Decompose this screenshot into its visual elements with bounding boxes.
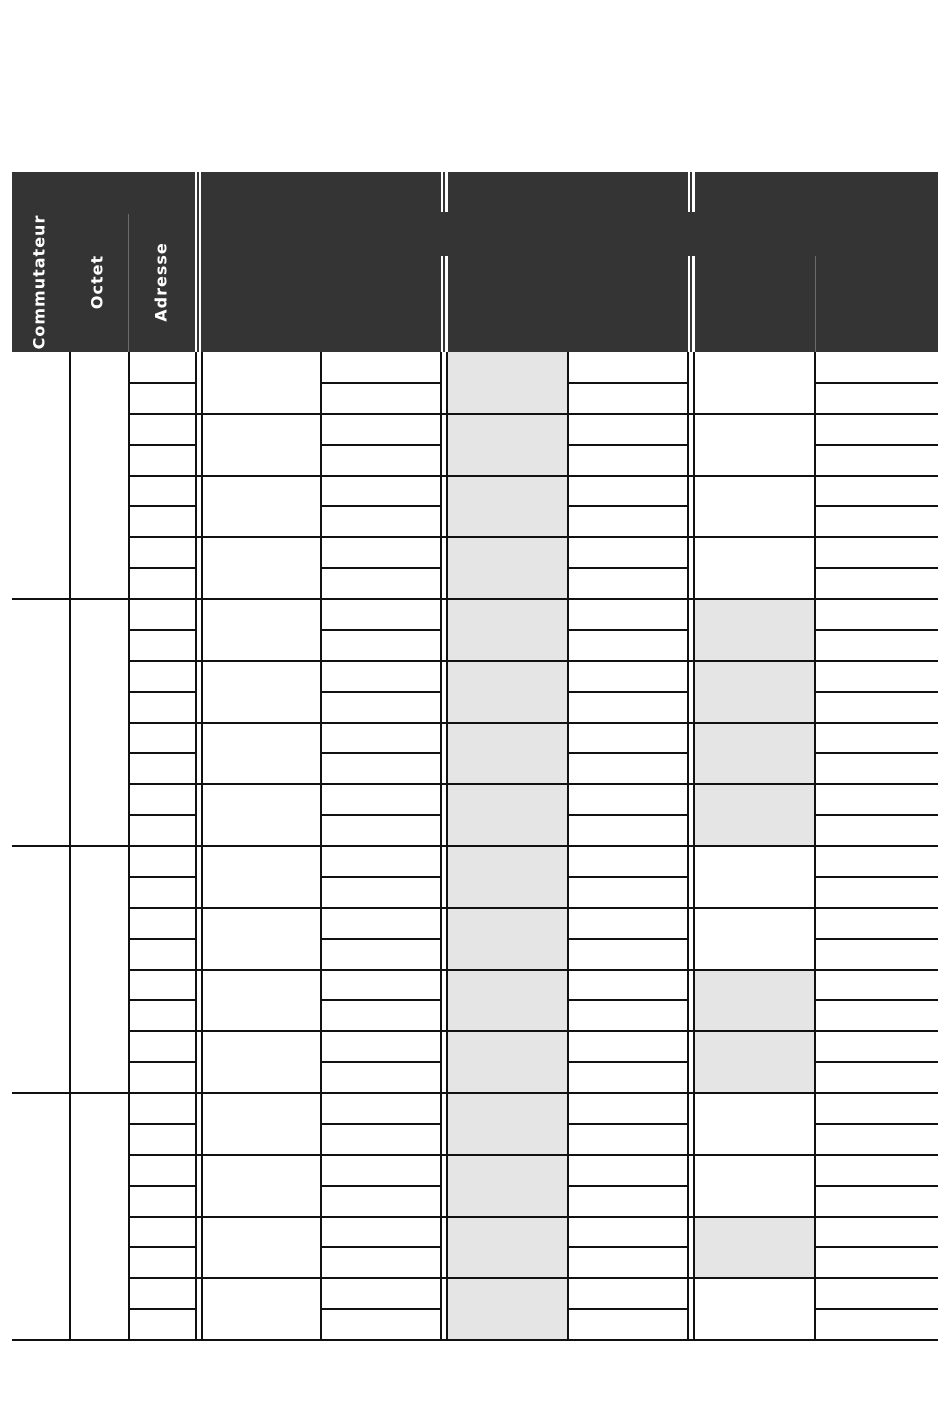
line-rule (321, 1123, 441, 1125)
column-rule (69, 352, 71, 1340)
header-divider-octet (128, 214, 129, 352)
line-rule (567, 1123, 688, 1125)
line-rule (567, 999, 688, 1001)
line-rule (815, 444, 938, 446)
shaded-cell-group-c (694, 784, 815, 846)
line-rule (815, 1061, 938, 1063)
pair-rule (128, 1216, 938, 1218)
header-separator-a-line (197, 172, 199, 352)
column-rule (687, 352, 689, 1340)
pair-rule (128, 536, 938, 538)
line-rule (128, 505, 195, 507)
line-rule (815, 691, 938, 693)
column-rule (320, 352, 322, 1340)
line-rule (321, 505, 441, 507)
line-rule (128, 629, 195, 631)
line-rule (815, 999, 938, 1001)
line-rule (567, 505, 688, 507)
header-separator-c-top-line (690, 172, 692, 212)
line-rule (567, 567, 688, 569)
column-rule (814, 352, 816, 1340)
line-rule (321, 752, 441, 754)
line-rule (321, 1308, 441, 1310)
line-rule (321, 814, 441, 816)
line-rule (321, 629, 441, 631)
line-rule (128, 1185, 195, 1187)
line-rule (567, 444, 688, 446)
line-rule (321, 1061, 441, 1063)
line-rule (128, 1061, 195, 1063)
line-rule (321, 444, 441, 446)
line-rule (128, 1123, 195, 1125)
pair-rule (128, 1277, 938, 1279)
line-rule (128, 938, 195, 940)
line-rule (128, 691, 195, 693)
line-rule (321, 567, 441, 569)
group-rule (12, 598, 938, 600)
group-rule (12, 1092, 938, 1094)
line-rule (321, 691, 441, 693)
line-rule (815, 876, 938, 878)
line-rule (128, 999, 195, 1001)
line-rule (321, 1246, 441, 1248)
line-rule (128, 382, 195, 384)
line-rule (815, 629, 938, 631)
header-separator-b-bottom-line (443, 256, 445, 352)
line-rule (567, 876, 688, 878)
column-rule (446, 352, 448, 1340)
line-rule (321, 938, 441, 940)
pair-rule (128, 660, 938, 662)
line-rule (815, 1308, 938, 1310)
line-rule (815, 814, 938, 816)
line-rule (321, 999, 441, 1001)
line-rule (567, 814, 688, 816)
line-rule (128, 444, 195, 446)
line-rule (128, 752, 195, 754)
line-rule (815, 1185, 938, 1187)
header-octet: Octet (87, 254, 107, 310)
pair-rule (128, 907, 938, 909)
header-separator-c-bottom-line (690, 256, 692, 352)
line-rule (815, 382, 938, 384)
pair-rule (128, 722, 938, 724)
line-rule (567, 1061, 688, 1063)
shaded-cell-group-c (694, 599, 815, 661)
header-divider-group-c (815, 256, 816, 352)
header-adresse: Adresse (151, 242, 171, 322)
line-rule (128, 814, 195, 816)
line-rule (567, 1308, 688, 1310)
line-rule (128, 1308, 195, 1310)
line-rule (815, 1123, 938, 1125)
column-rule (567, 352, 569, 1340)
line-rule (567, 629, 688, 631)
pair-rule (128, 1154, 938, 1156)
line-rule (815, 938, 938, 940)
column-rule (201, 352, 203, 1340)
header-separator-b-top-line (443, 172, 445, 212)
shaded-cell-group-c (694, 1217, 815, 1279)
line-rule (321, 1185, 441, 1187)
shaded-cell-group-c (694, 970, 815, 1032)
line-rule (567, 938, 688, 940)
group-rule (12, 1339, 938, 1341)
line-rule (567, 1246, 688, 1248)
line-rule (321, 382, 441, 384)
pair-rule (128, 969, 938, 971)
line-rule (128, 1246, 195, 1248)
line-rule (815, 505, 938, 507)
column-rule (195, 352, 197, 1340)
shaded-cell-group-c (694, 723, 815, 785)
line-rule (128, 567, 195, 569)
line-rule (321, 876, 441, 878)
line-rule (567, 691, 688, 693)
line-rule (567, 752, 688, 754)
pair-rule (128, 413, 938, 415)
column-rule (440, 352, 442, 1340)
column-rule (128, 352, 130, 1340)
pair-rule (128, 1030, 938, 1032)
header-commutateur: Commutateur (29, 214, 49, 350)
line-rule (815, 752, 938, 754)
group-rule (12, 845, 938, 847)
line-rule (567, 382, 688, 384)
shaded-cell-group-c (694, 661, 815, 723)
column-rule (693, 352, 695, 1340)
pair-rule (128, 783, 938, 785)
line-rule (128, 876, 195, 878)
shaded-cell-group-c (694, 1031, 815, 1093)
pair-rule (128, 475, 938, 477)
line-rule (815, 567, 938, 569)
line-rule (815, 1246, 938, 1248)
line-rule (567, 1185, 688, 1187)
